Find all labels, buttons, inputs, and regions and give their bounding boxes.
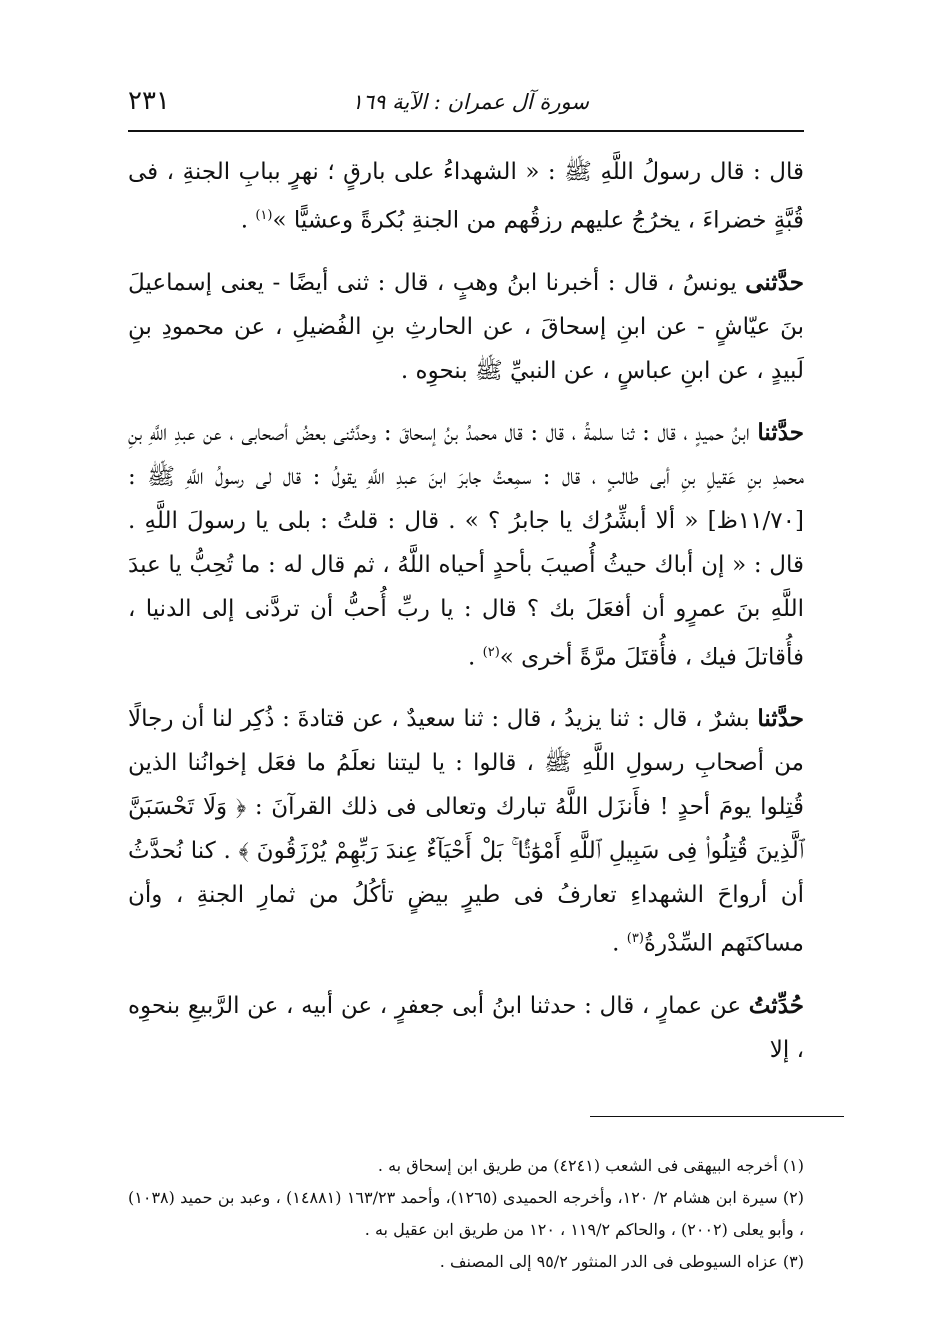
page-number: ٢٣١ (128, 86, 170, 116)
paragraph-text: يونسُ ، قال : أخبرنا ابنُ وهبٍ ، قال : ثنى أيضًا - يعنى إسماعيلَ بنَ عيّاشٍ - عن ابنِ إسحاقَ ، عن الحارثِ بنِ الفُضيلِ ، عن محمودِ بنِ لَبيدٍ ، عن ابنِ عباسٍ ، عن النبيِّ ﷺ بنحوِه . (128, 269, 804, 384)
footnote-3: (٣) عزاه السيوطى فى الدر المنثور ٩٥/٢ إلى المصنف . (439, 1252, 804, 1271)
paragraph-3 (128, 411, 804, 680)
footnote-rule (590, 1116, 844, 1117)
paragraph-tail: . (240, 207, 256, 234)
main-text (128, 150, 804, 1090)
paragraph-text: قال : قال رسولُ اللَّهِ ﷺ : « الشهداءُ على بارقٍ ؛ نهرٍ ببابِ الجنةِ ، فى قُبَّةٍ خضراءَ ، يخرُجُ عليهم رزقُهم من الجنةِ بُكرةً وعشيًّا » (128, 159, 804, 234)
footnotes (128, 1150, 804, 1278)
footnote-ref-2[interactable]: (٢) (482, 644, 500, 660)
paragraph-4 (128, 697, 804, 966)
footnote-ref-3[interactable]: (٣) (626, 931, 644, 947)
paragraph-text: ابنُ حميدٍ ، قال : ثنا سلمةُ ، قال : قال محمدُ بنُ إسحاقَ : وحدَّثنى بعضُ أصحابى ، عن عبدِ اللَّهِ بنِ محمدِ بنِ عَقيلِ بنِ أبى طالبٍ ، قال : سمِعتُ جابرَ ابنَ عبدِ اللَّهِ يقولُ : قال لى رسولُ اللَّهِ ﷺ : [١١/٧٠ظ] « ألا أبشِّرُك يا جابرُ ؟ » . قال : قلتُ : بلى يا رسولَ اللَّهِ . قال : « إن أباك حيثُ أُصيبَ بأحدٍ أحياه اللَّهُ ، ثم قال له : ما تُحِبُّ يا عبدَ اللَّهِ بنَ عمرٍو أن أفعَلَ بك ؟ قال : يا ربِّ أُحبُّ أن تردَّنى إلى الدنيا ، فأُقاتلَ فيك ، فأُقتَلَ مرَّةً أخرى » (128, 419, 804, 671)
footnote-2: (٢) سيرة ابن هشام ٢/ ١٢٠، وأخرجه الحميدى (١٢٦٥)، وأحمد ١٦٣/٢٣ (١٤٨٨١) ، وعبد بن حميد (١٠٣٨) ، وأبو يعلى (٢٠٠٢) ، والحاكم ١١٩/٢ ، ١٢٠ من طريق ابن عقيل به . (128, 1188, 805, 1239)
running-title: سورة آل عمران : الآية ١٦٩ (351, 90, 589, 114)
paragraph-lead: حُدِّثتُ (748, 991, 804, 1019)
paragraph-tail: . (468, 644, 483, 671)
page-header (128, 80, 804, 128)
paragraph-lead: حدَّثنا (757, 418, 804, 446)
paragraph-5 (128, 984, 804, 1072)
paragraph-2 (128, 261, 804, 393)
paragraph-lead: حدَّثنا (757, 705, 804, 733)
footnote-1: (١) أخرجه البيهقى فى الشعب (٤٢٤١) من طريق ابن إسحاق به . (377, 1156, 804, 1175)
paragraph-text: عن عمارٍ ، قال : حدثنا ابنُ أبى جعفرٍ ، عن أبيه ، عن الرَّبيعِ بنحوِه ، إلا (128, 992, 804, 1063)
header-rule (128, 130, 804, 132)
footnote-ref-1[interactable]: (١) (255, 208, 273, 223)
paragraph-lead: حدَّثنى (745, 268, 804, 296)
paragraph-tail: . (612, 930, 627, 957)
paragraph-text: بشرٌ ، قال : ثنا يزيدُ ، قال : ثنا سعيدٌ ، عن قتادةَ : ذُكِر لنا أن رجالًا من أصحابِ رسولِ اللَّهِ ﷺ ، قالوا : يا ليتنا نعلَمُ ما فعَل إخوانُنا الذين قُتِلوا يومَ أحدٍ ! فأَنزَل اللَّهُ تبارك وتعالى فى ذلك القرآنَ : ﴿ وَلَا تَحْسَبَنَّ ٱلَّذِينَ قُتِلُوا۟ فِى سَبِيلِ ٱللَّهِ أَمْوَٰتًۢا ۚ بَلْ أَحْيَآءٌ عِندَ رَبِّهِمْ يُرْزَقُونَ ﴾ . كنا نُحدَّثُ أن أرواحَ الشهداءِ تعارفُ فى طيرٍ بيضٍ تأكُلُ من ثمارِ الجنةِ ، وأن مساكنَهم السِّدْرةُ (128, 706, 804, 957)
paragraph-1 (128, 150, 804, 243)
